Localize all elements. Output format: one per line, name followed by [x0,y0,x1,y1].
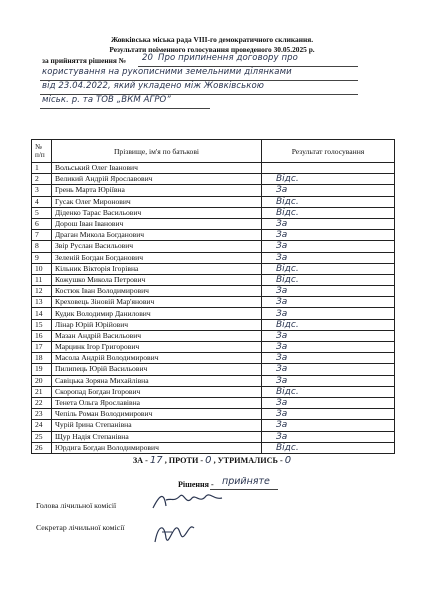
table-row [32,174,395,185]
voting-table [31,139,395,454]
vote-result: За [262,185,395,196]
member-name: Марцинк Ігор Григорович [52,342,262,353]
result-label: Рішення - [178,480,214,489]
table-row [32,163,395,174]
column-header-number: № п/п [32,140,52,163]
table-row [32,274,395,285]
member-name: Тенета Ольга Ярославівна [52,397,262,408]
row-number: 18 [32,353,52,364]
row-number: 19 [32,364,52,375]
member-name: Великий Андрій Ярославович [52,174,262,185]
table-row [32,196,395,207]
vote-result: Відс. [262,207,395,218]
member-name: Юрдига Богдан Володимирович [52,442,262,453]
table-row [32,420,395,431]
decision-number: 20 [142,53,154,63]
row-number: 8 [32,241,52,252]
member-name: Діденко Тарас Васильович [52,207,262,218]
member-name: Кудик Володимир Данилович [52,308,262,319]
row-number: 14 [32,308,52,319]
table-row [32,218,395,229]
member-name: Драган Микола Богданович [52,230,262,241]
member-name: Кільник Вікторія Ігорівна [52,263,262,274]
vote-result: За [262,218,395,229]
member-name: Пилипець Юрій Васильович [52,364,262,375]
vote-result: За [262,375,395,386]
member-name: Кожушко Микола Петрович [52,274,262,285]
vote-result: За [262,342,395,353]
decision-title-line2: користування на рукописними земельними ділянками [42,67,292,77]
table-row [32,397,395,408]
vote-result: За [262,431,395,442]
row-number: 24 [32,420,52,431]
member-name: Щур Надія Степанівна [52,431,262,442]
member-name: Чепіль Роман Володимирович [52,409,262,420]
row-number: 13 [32,297,52,308]
council-title: Жовківська міська рада VIII-го демократичного скликання. [110,35,314,44]
row-number: 6 [32,218,52,229]
vote-result: Відс. [262,319,395,330]
row-number: 7 [32,230,52,241]
vote-result: Відс. [262,174,395,185]
member-name: Савіцька Зоряна Михайлівна [52,375,262,386]
table-row [32,364,395,375]
member-name: Вольський Олег Іванович [52,163,262,174]
row-number: 1 [32,163,52,174]
chair-signature [150,490,230,512]
table-row [32,308,395,319]
member-name: Грень Марта Юріївна [52,185,262,196]
secretary-signature [150,518,200,548]
table-row [32,230,395,241]
vote-result: За [262,409,395,420]
proty-label: , ПРОТИ - [164,456,204,465]
secretary-label: Секретар лічильної комісії [36,523,125,532]
proty-value: 0 [205,455,212,466]
row-number: 4 [32,196,52,207]
vote-result: За [262,230,395,241]
table-row [32,375,395,386]
vote-result: За [262,241,395,252]
vote-result: За [262,252,395,263]
row-number: 20 [32,375,52,386]
member-name: Скоропад Богдан Ігорович [52,386,262,397]
vote-result: За [262,286,395,297]
row-number: 10 [32,263,52,274]
decision-title-line4: міськ. р. та ТОВ „ВКМ АГРО” [42,95,171,105]
table-row [32,431,395,442]
vote-result: За [262,353,395,364]
table-row [32,386,395,397]
member-name: Гусак Олег Миронович [52,196,262,207]
member-name: Масола Андрій Володимирович [52,353,262,364]
vote-result: Відс. [262,442,395,453]
member-name: Чурій Ірина Степанівна [52,420,262,431]
member-name: Лінар Юрій Юрійович [52,319,262,330]
row-number: 26 [32,442,52,453]
table-row [32,185,395,196]
table-row [32,263,395,274]
row-number: 9 [32,252,52,263]
row-number: 12 [32,286,52,297]
table-row [32,207,395,218]
za-value: 17 [149,455,163,466]
result-value: прийняте [222,476,270,487]
row-number: 17 [32,342,52,353]
column-header-name: Прізвище, ім'я по батькові [52,140,262,163]
vote-result: За [262,297,395,308]
vote-result: За [262,308,395,319]
vote-result: Відс. [262,386,395,397]
member-name: Креховець Зіновій Мар'янович [52,297,262,308]
vote-result [262,163,395,174]
row-number: 23 [32,409,52,420]
decision-title-line1: Про припинення договору про [158,53,298,63]
table-row [32,353,395,364]
table-row [32,252,395,263]
member-name: Дорош Іван Іванович [52,218,262,229]
row-number: 11 [32,274,52,285]
row-number: 3 [32,185,52,196]
vote-result: Відс. [262,274,395,285]
member-name: Звір Руслан Васильович [52,241,262,252]
vote-result: За [262,397,395,408]
row-number: 21 [32,386,52,397]
row-number: 22 [32,397,52,408]
member-name: Костюк Іван Володимирович [52,286,262,297]
vote-result: Відс. [262,263,395,274]
table-row [32,342,395,353]
table-row [32,330,395,341]
vote-result: За [262,420,395,431]
voting-date-line: Результати поіменного голосування проведеного 30.05.2025 р. [109,45,315,54]
table-row [32,409,395,420]
table-row [32,297,395,308]
decision-title-line3: від 23.04.2022, який укладено між Жовківською [42,81,265,91]
vote-result: За [262,364,395,375]
utrym-value: 0 [284,455,292,466]
vote-result: Відс. [262,196,395,207]
row-number: 15 [32,319,52,330]
row-number: 5 [32,207,52,218]
member-name: Зеленій Богдан Богданович [52,252,262,263]
underline [40,108,210,109]
member-name: Мазан Андрій Васильович [52,330,262,341]
vote-result: За [262,330,395,341]
za-label: ЗА - [132,456,148,465]
table-row [32,319,395,330]
table-row [32,442,395,453]
table-row [32,241,395,252]
chair-label: Голова лічильної комісії [36,501,117,510]
row-number: 16 [32,330,52,341]
column-header-result: Результат голосування [262,140,395,163]
vote-summary [0,455,424,466]
decision-prefix: за прийняття рішення № [42,56,127,65]
table-row [32,286,395,297]
row-number: 2 [32,174,52,185]
utrym-label: , УТРИМАЛИСЬ - [213,456,283,465]
row-number: 25 [32,431,52,442]
